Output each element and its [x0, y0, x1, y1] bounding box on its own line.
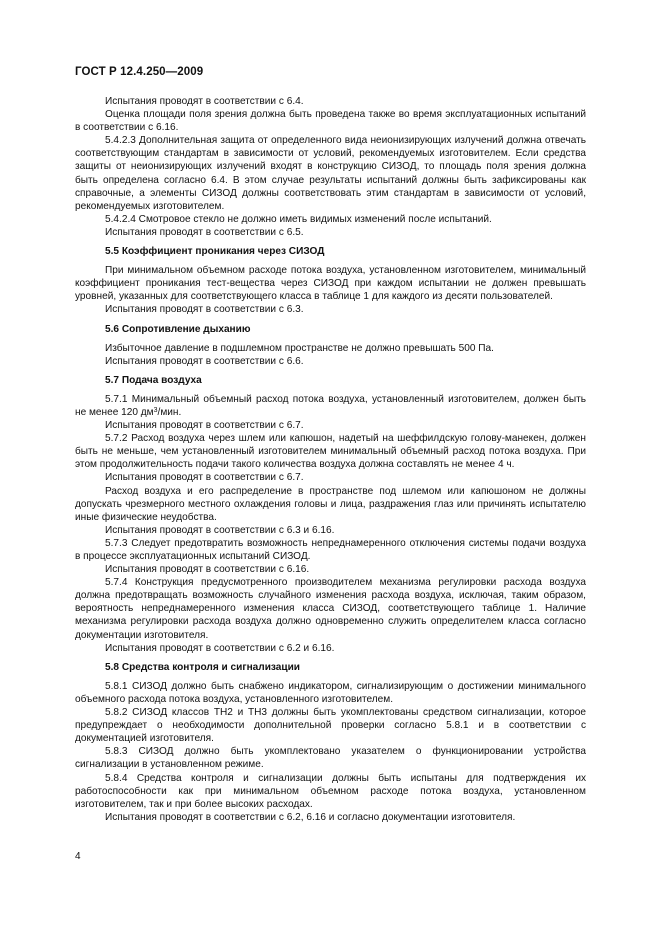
paragraph: 5.8.3 СИЗОД должно быть укомплектовано указателем о функционировании устройства сигнализации в установленном режиме. [75, 746, 586, 771]
paragraph: При минимальном объемном расходе потока воздуха, установленном изготовителем, минимальный коэффициент проникания тест-вещества через СИЗОД при каждом испытании не должен превышать уровней, указанных для соответствующего класса в таблице 1 для каждого из десяти пользователей. [75, 265, 586, 303]
paragraph-text: /мин. [157, 406, 182, 418]
section-heading: 5.6 Сопротивление дыханию [105, 323, 251, 335]
paragraph: Испытания проводят в соответствии с 6.7. [105, 472, 304, 484]
paragraph: 5.8.1 СИЗОД должно быть снабжено индикатором, сигнализирующим о достижении минимального объемного расхода потока воздуха, установленного изготовителем. [75, 680, 586, 705]
paragraph: Испытания проводят в соответствии с 6.6. [105, 355, 304, 367]
paragraph: 5.7.3 Следует предотвратить возможность непреднамеренного отключения системы подачи воздуха в процессе эксплуатационных испытаний СИЗОД. [75, 537, 586, 562]
paragraph-text: 5.7.1 Минимальный объемный расход потока воздуха, установленный изготовителем, должен быть не менее 120 дм [75, 393, 586, 418]
paragraph: Оценка площади поля зрения должна быть проведена также во время эксплуатационных испытаний в соответствии с 6.16. [75, 109, 586, 134]
paragraph: 5.7.2 Расход воздуха через шлем или капюшон, надетый на шеффилдскую голову-манекен, должен быть не меньше, чем установленный изготовителем минимальный объемный расход потока воздуха. При этом продолжительность подачи такого количества воздуха должна составлять не менее 4 ч. [75, 433, 586, 471]
paragraph: Испытания проводят в соответствии с 6.4. [105, 96, 304, 107]
paragraph: Избыточное давление в подшлемном пространстве не должно превышать 500 Па. [105, 342, 494, 354]
unit-superscript: 3 [153, 406, 158, 414]
paragraph: Испытания проводят в соответствии с 6.16. [105, 564, 310, 576]
paragraph: Испытания проводят в соответствии с 6.7. [105, 420, 304, 432]
document-header: ГОСТ Р 12.4.250—2009 [75, 66, 204, 78]
section-heading: 5.8 Средства контроля и сигнализации [105, 661, 301, 673]
section-heading: 5.5 Коэффициент проникания через СИЗОД [105, 246, 325, 258]
paragraph: 5.4.2.4 Смотровое стекло не должно иметь видимых изменений после испытаний. [105, 213, 492, 225]
paragraph: Испытания проводят в соответствии с 6.2, 6.16 и согласно документации изготовителя. [105, 811, 516, 823]
paragraph: 5.8.2 СИЗОД классов ТН2 и ТН3 должны быть укомплектованы средством сигнализации, которое предупреждает о необходимости дополнительной проверки согласно 5.8.1 и в соответствии с документацией изготовителя. [75, 707, 586, 745]
paragraph: Испытания проводят в соответствии с 6.2 и 6.16. [105, 642, 335, 654]
document-body [75, 95, 586, 824]
paragraph: 5.4.2.3 Дополнительная защита от определенного вида неионизирующих излучений должна отвечать соответствующим стандартам в зависимости от условий, рекомендуемых изготовителем. Если средства защиты от неионизирующих излучений входят в конструкцию СИЗОД, то площадь поля зрения должна быть определена согласно 6.4. В этом случае результаты испытаний должны быть зафиксированы как справочные, а элементы СИЗОД должны соответствовать этим стандартам в зависимости от условий, рекомендуемых изготовителем. [75, 135, 586, 212]
paragraph: Испытания проводят в соответствии с 6.3. [105, 304, 304, 316]
section-heading: 5.7 Подача воздуха [105, 374, 202, 386]
paragraph: Расход воздуха и его распределение в пространстве под шлемом или капюшоном не должны допускать чрезмерного местного охлаждения головы и лица, раздражения глаз или причинять испытателю иные физические неудобства. [75, 485, 586, 523]
paragraph: Испытания проводят в соответствии с 6.5. [105, 226, 304, 238]
paragraph: 5.7.4 Конструкция предусмотренного производителем механизма регулировки расхода воздуха должна предотвращать возможность случайного изменения расхода воздуха, исключая, таким образом, вероятность непреднамеренного изменения класса СИЗОД, соответствующего таблице 1. Наличие механизма регулировки расхода воздуха должно одновременно служить определителем класса согласно документации изготовителя. [75, 577, 586, 641]
paragraph: Испытания проводят в соответствии с 6.3 и 6.16. [105, 524, 335, 536]
page-number: 4 [75, 851, 81, 862]
paragraph [75, 393, 586, 419]
paragraph: 5.8.4 Средства контроля и сигнализации должны быть испытаны для подтверждения их работоспособности как при минимальном объемном расходе потока воздуха, установленном изготовителем, так и при более высоких расходах. [75, 772, 586, 810]
